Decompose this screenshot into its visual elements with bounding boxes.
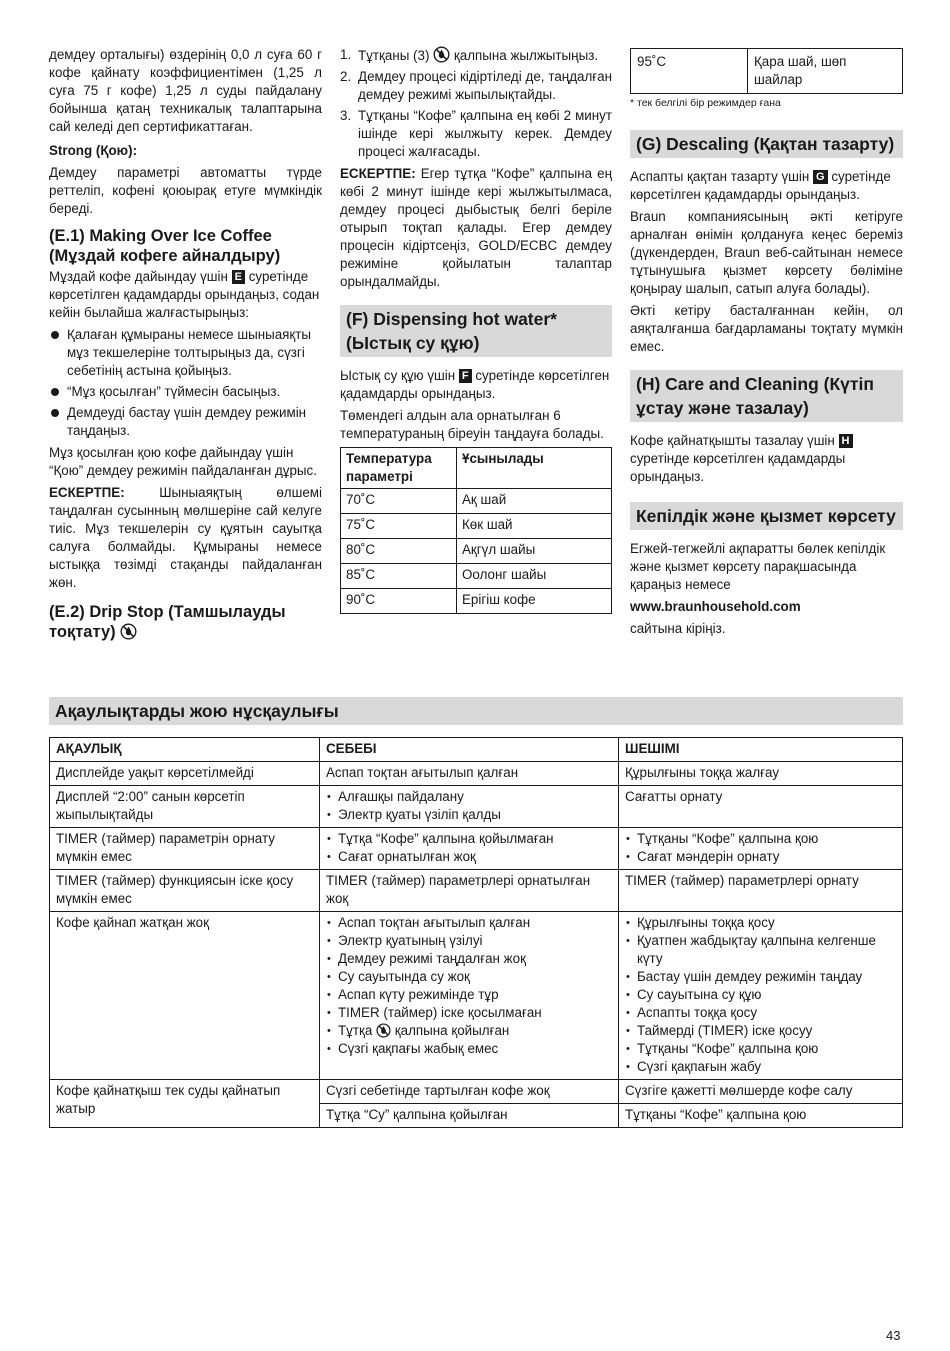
warranty-link[interactable]: www.braunhousehold.com bbox=[630, 599, 801, 614]
strong-heading: Strong (Қою): bbox=[49, 143, 138, 158]
table-row: TIMER (таймер) параметрін орнату мүмкін емес • Тұтқа “Кофе” қалпына қойылмаған • Сағат орнатылған жоқ • Тұтқаны “Кофе” қалпына қою • Сағат мәндерін орнату bbox=[50, 828, 903, 870]
e1-warning: ЕСКЕРТПЕ: Шыныаяқтың өлшемі таңдалған сусынның мөлшеріне сай келуге тиіс. Мұз текшелерін су құятын сауытқа салуға болмайды. Құмыраны немесе ыстыққа төзімді стақанды пайдаланған жөн. bbox=[49, 485, 322, 590]
figure-g-badge: G bbox=[813, 170, 828, 184]
list-item: • Аспап тоқтан ағытылып қалған bbox=[326, 914, 612, 932]
list-item: • Алғашқы пайдалану bbox=[326, 788, 612, 806]
table-header-row bbox=[341, 448, 612, 489]
f-heading: (F) Dispensing hot water* (Ыстық су құю) bbox=[340, 305, 612, 357]
list-item: • Тұтқа қалпына қойылған bbox=[326, 1022, 612, 1040]
table-row: 90˚C Ерігіш кофе bbox=[341, 589, 612, 614]
drip-stop-icon bbox=[376, 1023, 391, 1038]
figure-h-badge: H bbox=[839, 434, 853, 448]
table-header: ШЕШІМІ bbox=[619, 738, 903, 762]
list-item: Қалаған құмыраны немесе шыныаяқты мұз текшелеріне толтырыңыз да, сүзгі себетінің астына қойыңыз. bbox=[49, 326, 322, 380]
list-item: • Тұтқаны “Кофе” қалпына қою bbox=[625, 830, 896, 848]
list-item: • Демдеу режимі таңдалған жоқ bbox=[326, 950, 612, 968]
warning-label: ЕСКЕРТПЕ: bbox=[49, 485, 125, 500]
e1-text: Мұздай кофе дайындау үшін E суретінде көрсетілген қадамдарды орындаңыз, содан кейін былайша жалғастырыңыз: bbox=[49, 269, 320, 320]
table-row: 85˚C Оолонг шайы bbox=[341, 564, 612, 589]
temperature-table bbox=[340, 447, 612, 614]
table-row: 95˚C Қара шай, шөп шайлар bbox=[631, 49, 903, 94]
table-row: Кофе қайнап жатқан жоқ • Аспап тоқтан ағытылып қалған • Электр қуатының үзілуі • Демдеу режимі таңдалған жоқ • Су сауытында су жоқ • Аспап күту режимінде тұр • TIMER (таймер) іске қосылмаған • Тұтқа қалпына қойылған • Сүзгі қақпағы жабық емес • Құрылғыны тоққа қосу • Қуатпен жабдықтау қалпына келгенше күту • Бастау үшін демдеу режимін таңдау • Су сауытына су құю • Аспапты тоққа қосу • Таймерді (TIMER) іске қосуу • Тұтқаны “Кофе” қалпына қою • Сүзгі қақпағын жабу bbox=[50, 912, 903, 1080]
drip-warning: ЕСКЕРТПЕ: Егер тұтқа “Кофе” қалпына ең көбі 2 минут ішінде кері жылжытылмаса, демдеу процесі дыбыстық белгі беріле отырып тоқтап қалады. Егер демдеу процесін кідіртсеңіз, GOLD/ECBC демдеу режиміне қойылатын талаптар орындалмайды. bbox=[340, 166, 612, 289]
e1-bullet-list bbox=[49, 326, 322, 440]
strong-text: Демдеу параметрі автоматты түрде реттеліп, кофені қоюырақ етуге мүмкіндік береді. bbox=[49, 165, 322, 216]
troubleshooting-heading: Ақаулықтарды жою нұсқаулығы bbox=[49, 697, 903, 725]
list-item: • Таймерді (TIMER) іске қосуу bbox=[625, 1022, 896, 1040]
list-item: • Электр қуаты үзіліп қалды bbox=[326, 806, 612, 824]
warranty-text: Егжей-тегжейлі ақпаратты бөлек кепілдік және қызмет көрсету парақшасында қараңыз немесе bbox=[630, 541, 886, 592]
step-item: 3. Тұтқаны “Кофе” қалпына ең көбі 2 минут ішінде кері жылжыту керек. Демдеу процесі жалғасады. bbox=[340, 108, 612, 159]
warning-label: ЕСКЕРТПЕ: bbox=[340, 166, 416, 181]
column-3 bbox=[630, 46, 903, 642]
intro-text: демдеу орталығы) өздерінің 0,0 л суға 60 г кофе қайнату коэффициентімен (1,25 л суға 75 г кофе) 1,25 л суды пайдалану бойынша қатаң техникалық талаптарына сай келеді деп сертификаттаған. bbox=[49, 47, 322, 134]
list-item: • TIMER (таймер) іске қосылмаған bbox=[326, 1004, 612, 1022]
column-2 bbox=[340, 46, 612, 614]
list-item: “Мұз қосылған” түймесін басыңыз. bbox=[49, 383, 322, 401]
drip-stop-icon bbox=[120, 623, 137, 640]
table-row: Тұтқа “Су” қалпына қойылған Тұтқаны “Кофе” қалпына қою bbox=[50, 1104, 903, 1128]
f-text-2: Төмендегі алдын ала орнатылған 6 температураның біреуін таңдауға болады. bbox=[340, 408, 604, 441]
list-item: Демдеуді бастау үшін демдеу режимін таңдаңыз. bbox=[49, 404, 322, 440]
list-item: • Сағат мәндерін орнату bbox=[625, 848, 896, 866]
list-item: • Су сауытында су жоқ bbox=[326, 968, 612, 986]
list-item: • Аспап күту режимінде тұр bbox=[326, 986, 612, 1004]
temperature-table-continued bbox=[630, 48, 903, 94]
drip-stop-steps bbox=[340, 46, 612, 161]
table-header: Температура параметрі bbox=[341, 448, 457, 489]
list-item: • Тұтқаны “Кофе” қалпына қою bbox=[625, 1040, 896, 1058]
page-number: 43 bbox=[886, 1328, 901, 1343]
e2-heading: (E.2) Drip Stop (Тамшылауды тоқтату) bbox=[49, 603, 286, 641]
table-header: АҚАУЛЫҚ bbox=[50, 738, 320, 762]
table-row: 80˚C Ақгүл шайы bbox=[341, 539, 612, 564]
table-row: Дисплей “2:00” санын көрсетіп жыпылықтайды • Алғашқы пайдалану • Электр қуаты үзіліп қалды Сағатты орнату bbox=[50, 786, 903, 828]
e1-heading: (E.1) Making Over Ice Coffee (Мұздай кофеге айналдыру) bbox=[49, 227, 281, 265]
table-header-row bbox=[50, 738, 903, 762]
g-text: Аспапты қақтан тазарту үшін G суретінде көрсетілген қадамдарды орындаңыз. bbox=[630, 169, 891, 202]
g-text-3: Әкті кетіру басталғаннан кейін, ол аяқталғанша бағдарламаны тоқтату мүмкін емес. bbox=[630, 303, 903, 354]
f-text: Ыстық су құю үшін F суретінде көрсетілген қадамдарды орындаңыз. bbox=[340, 368, 610, 401]
list-item: • Су сауытына су құю bbox=[625, 986, 896, 1004]
list-item: • Құрылғыны тоққа қосу bbox=[625, 914, 896, 932]
h-heading: (H) Care and Cleaning (Күтіп ұстау және тазалау) bbox=[630, 370, 903, 422]
h-text: Кофе қайнатқышты тазалау үшін H суретінде көрсетілген қадамдарды орындаңыз. bbox=[630, 432, 903, 486]
list-item: • Сүзгі қақпағы жабық емес bbox=[326, 1040, 612, 1058]
table-header: СЕБЕБІ bbox=[320, 738, 619, 762]
troubleshooting-table bbox=[49, 737, 903, 1128]
table-row: TIMER (таймер) функциясын іске қосу мүмкін емес TIMER (таймер) параметрлері орнатылған жоқ TIMER (таймер) параметрлері орнату bbox=[50, 870, 903, 912]
list-item: • Сағат орнатылған жоқ bbox=[326, 848, 612, 866]
step-item: 2. Демдеу процесі кідіртіледі де, таңдалған демдеу режимі жыпылықтайды. bbox=[340, 69, 612, 102]
drip-stop-icon bbox=[433, 46, 450, 63]
table-row: 70˚C Ақ шай bbox=[341, 489, 612, 514]
step-item: 1. Тұтқаны (3) қалпына жылжытыңыз. bbox=[340, 47, 599, 63]
figure-f-badge: F bbox=[459, 369, 472, 383]
figure-e-badge: E bbox=[232, 270, 245, 284]
table-row: Дисплейде уақыт көрсетілмейді Аспап тоқтан ағытылып қалған Құрылғыны тоққа жалғау bbox=[50, 762, 903, 786]
footnote: * тек белгілі бір режимдер ғана bbox=[630, 97, 781, 109]
list-item: • Бастау үшін демдеу режимін таңдау bbox=[625, 968, 896, 986]
warranty-heading: Кепілдік және қызмет көрсету bbox=[630, 502, 903, 530]
table-row: 75˚C Көк шай bbox=[341, 514, 612, 539]
list-item: • Қуатпен жабдықтау қалпына келгенше күту bbox=[625, 932, 896, 968]
list-item: • Тұтқа “Кофе” қалпына қойылмаған bbox=[326, 830, 612, 848]
g-text-2: Braun компаниясының әкті кетіруге арналған өнімін қолдануға кеңес береміз (дүкендерден, Braun веб-сайтынан немесе тұтынушыға қызмет көрсету бөліміне қоңырау шалып, сатып алуға болады). bbox=[630, 209, 903, 296]
table-header: Ұсынылады bbox=[457, 448, 612, 489]
table-row: Кофе қайнатқыш тек суды қайнатып жатыр Сүзгі себетінде тартылған кофе жоқ Сүзгіге қажетті мөлшерде кофе салу bbox=[50, 1080, 903, 1104]
list-item: • Аспапты тоққа қосу bbox=[625, 1004, 896, 1022]
e1-note: Мұз қосылған қою кофе дайындау үшін “Қою” демдеу режимін пайдаланған дұрыс. bbox=[49, 445, 317, 478]
column-1 bbox=[49, 46, 322, 644]
g-heading: (G) Descaling (Қақтан тазарту) bbox=[630, 130, 903, 158]
warranty-tail: сайтына кіріңіз. bbox=[630, 621, 726, 636]
list-item: • Электр қуатының үзілуі bbox=[326, 932, 612, 950]
list-item: • Сүзгі қақпағын жабу bbox=[625, 1058, 896, 1076]
